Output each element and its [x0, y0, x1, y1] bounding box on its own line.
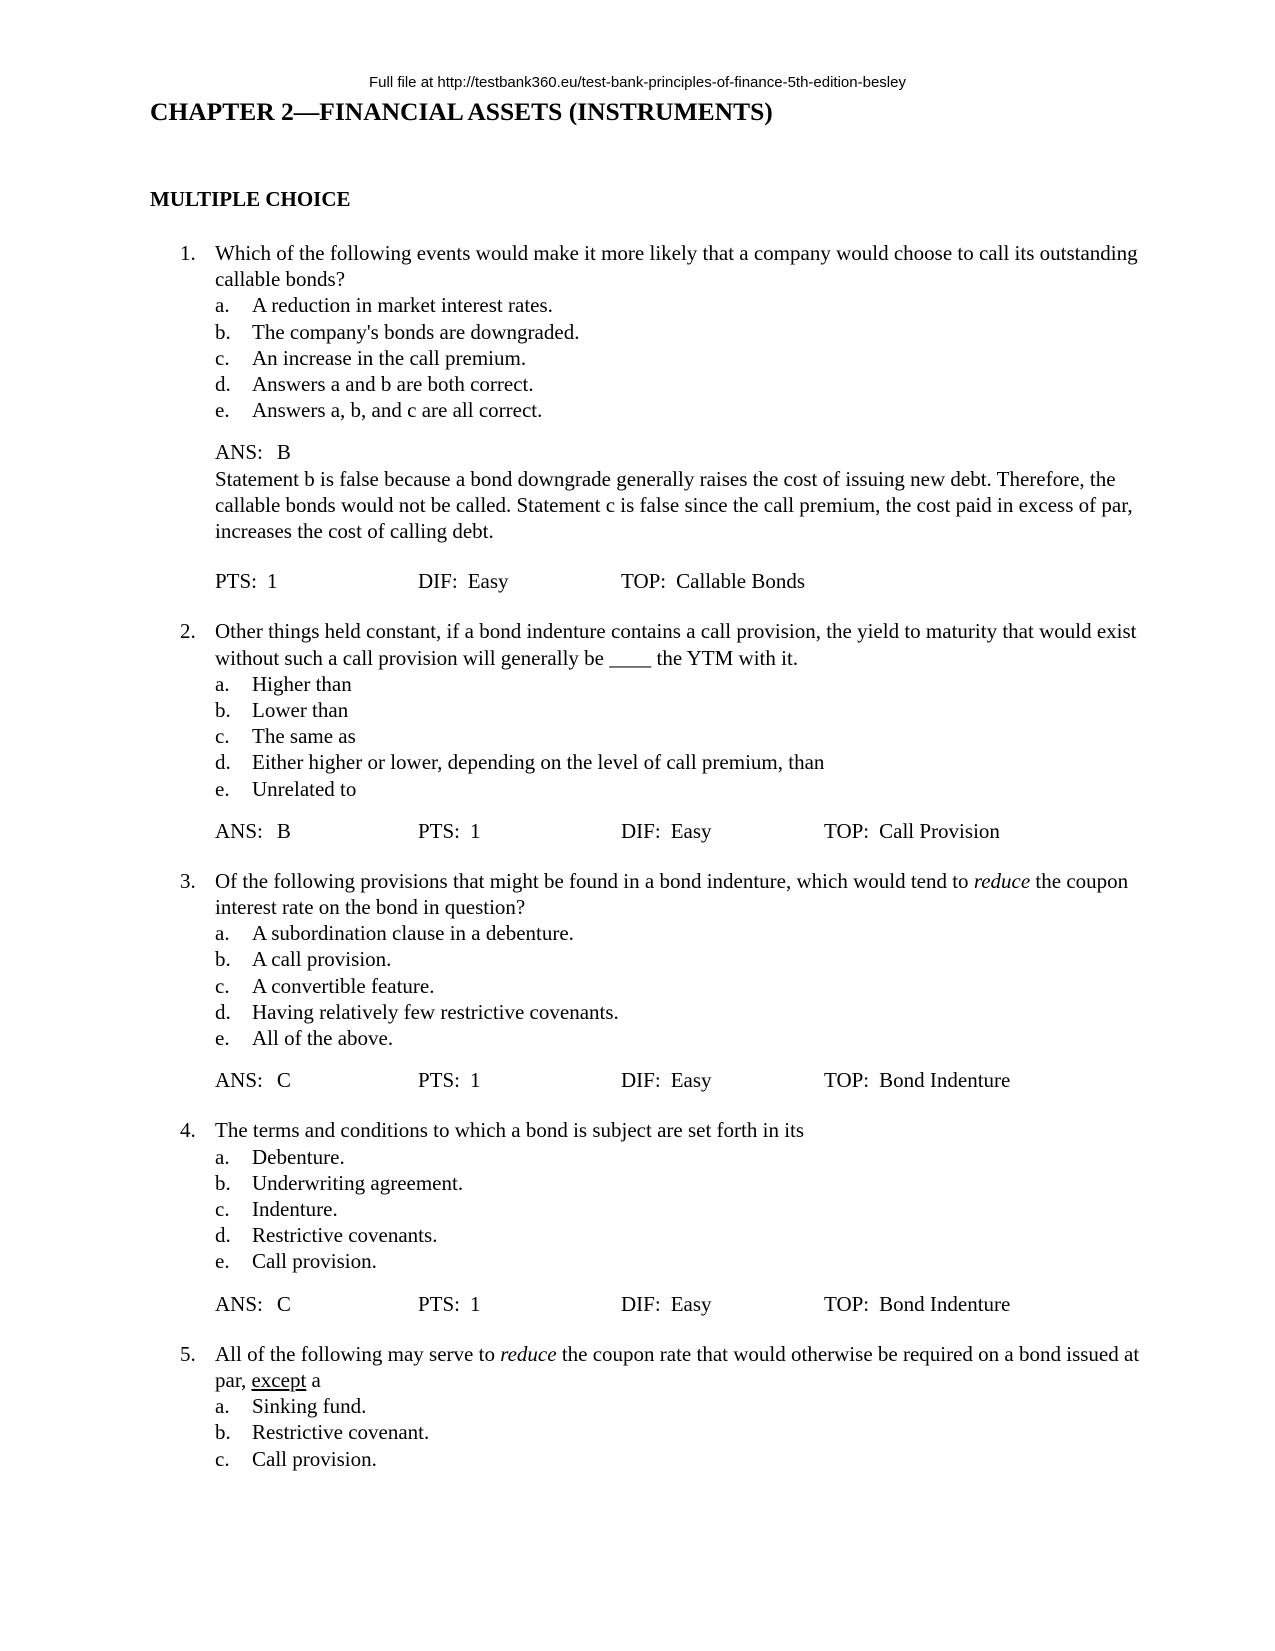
question-number: 5.	[180, 1341, 196, 1366]
option-text: A reduction in market interest rates.	[252, 293, 553, 318]
question-meta	[0, 1067, 1275, 1093]
option-a	[0, 292, 1275, 318]
points-label: PTS:	[418, 1068, 461, 1093]
points-field	[215, 568, 278, 594]
stem-text: the coupon rate that would otherwise be required on a bond issued at par,	[215, 1341, 1140, 1392]
option-text: Indenture.	[252, 1196, 338, 1221]
answer-field	[215, 1067, 291, 1093]
option-text: An increase in the call premium.	[252, 345, 527, 370]
option-letter: b.	[215, 697, 231, 722]
difficulty-field	[621, 818, 712, 844]
topic-field	[824, 1291, 1010, 1317]
option-text: Unrelated to	[252, 776, 357, 801]
answer-options	[0, 1144, 1275, 1275]
stem-text: All of the following may serve to	[215, 1341, 495, 1366]
option-text: Call provision.	[252, 1446, 377, 1471]
option-letter: e.	[215, 1249, 230, 1274]
points-label: PTS:	[215, 569, 258, 594]
points-field	[418, 1291, 481, 1317]
answer-options	[0, 1393, 1275, 1472]
question-3	[0, 868, 1275, 1094]
answer-options	[0, 292, 1275, 423]
question-number: 2.	[180, 619, 196, 644]
question-stem: The terms and conditions to which a bond is subject are set forth in its	[215, 1118, 805, 1143]
topic-label: TOP:	[824, 818, 870, 843]
topic-value: Call Provision	[879, 818, 1000, 843]
topic-value: Callable Bonds	[676, 569, 806, 594]
option-b	[0, 1419, 1275, 1445]
section-heading: MULTIPLE CHOICE	[150, 187, 351, 211]
option-b	[0, 1170, 1275, 1196]
topic-label: TOP:	[824, 1291, 870, 1316]
stem-text: the coupon interest rate on the bond in question?	[215, 868, 1129, 920]
option-b	[0, 319, 1275, 345]
answer-label: ANS:	[215, 440, 263, 465]
option-d	[0, 371, 1275, 397]
option-letter: d.	[215, 750, 231, 775]
option-text: The company's bonds are downgraded.	[252, 319, 580, 344]
option-text: Sinking fund.	[252, 1394, 367, 1419]
option-text: Call provision.	[252, 1249, 377, 1274]
answer-value: B	[276, 440, 291, 465]
option-text: The same as	[252, 724, 356, 749]
points-value: 1	[470, 1068, 481, 1093]
topic-field	[621, 568, 805, 594]
answer-block	[215, 439, 1175, 544]
difficulty-field	[621, 1067, 712, 1093]
option-letter: a.	[215, 671, 230, 696]
option-e	[0, 776, 1275, 802]
option-a	[0, 1393, 1275, 1419]
difficulty-value: Easy	[670, 1291, 712, 1316]
question-4	[0, 1117, 1275, 1316]
option-text: All of the above.	[252, 1026, 394, 1051]
points-value: 1	[470, 1291, 481, 1316]
topic-field	[824, 1067, 1010, 1093]
question-number: 1.	[180, 241, 196, 265]
answer-field	[215, 1291, 291, 1317]
option-text: Having relatively few restrictive covenants.	[252, 999, 619, 1024]
option-letter: b.	[215, 1170, 231, 1195]
option-letter: a.	[215, 293, 230, 318]
difficulty-label: DIF:	[621, 1068, 661, 1093]
option-letter: c.	[215, 1446, 230, 1471]
difficulty-value: Easy	[670, 818, 712, 843]
option-text: Restrictive covenants.	[252, 1223, 438, 1248]
option-d	[0, 1222, 1275, 1248]
option-letter: d.	[215, 371, 231, 396]
option-c	[0, 1446, 1275, 1472]
option-text: A convertible feature.	[252, 973, 435, 998]
question-stem	[215, 1341, 1145, 1393]
option-letter: e.	[215, 398, 230, 423]
option-text: Answers a and b are both correct.	[252, 371, 534, 396]
option-a	[0, 671, 1275, 697]
option-d	[0, 749, 1275, 775]
question-meta	[0, 1291, 1275, 1317]
question-number: 4.	[180, 1118, 196, 1143]
answer-label: ANS:	[215, 818, 263, 843]
answer-value: B	[276, 818, 291, 843]
option-b	[0, 697, 1275, 723]
option-c	[0, 973, 1275, 999]
question-1	[0, 240, 1275, 594]
option-text: Underwriting agreement.	[252, 1170, 464, 1195]
option-letter: c.	[215, 1196, 230, 1221]
option-text: Answers a, b, and c are all correct.	[252, 398, 543, 423]
question-stem: Which of the following events would make it more likely that a company would choose to call its outstanding callable bonds?	[215, 241, 1138, 292]
question-stem	[215, 868, 1145, 920]
difficulty-field	[418, 568, 509, 594]
option-letter: d.	[215, 1223, 231, 1248]
topic-value: Bond Indenture	[879, 1068, 1011, 1093]
option-letter: c.	[215, 973, 230, 998]
option-e	[0, 1025, 1275, 1051]
question-2	[0, 618, 1275, 844]
option-letter: a.	[215, 921, 230, 946]
answer-label: ANS:	[215, 1068, 263, 1093]
option-text: A subordination clause in a debenture.	[252, 921, 574, 946]
option-c	[0, 723, 1275, 749]
option-e	[0, 1248, 1275, 1274]
option-letter: b.	[215, 1420, 231, 1445]
answer-options	[0, 920, 1275, 1051]
option-letter: e.	[215, 1026, 230, 1051]
question-list	[0, 240, 1275, 1472]
answer-explanation: Statement b is false because a bond downgrade generally raises the cost of issuing new debt. Therefore, the callable bonds would not be called. Statement c is false since the call premium, the cost paid in excess of par, increases the cost of calling debt.	[215, 466, 1133, 543]
points-value: 1	[470, 818, 481, 843]
chapter-title: CHAPTER 2—FINANCIAL ASSETS (INSTRUMENTS)	[150, 97, 773, 126]
option-letter: c.	[215, 724, 230, 749]
option-letter: b.	[215, 947, 231, 972]
points-label: PTS:	[418, 1291, 461, 1316]
option-text: Either higher or lower, depending on the level of call premium, than	[252, 750, 825, 775]
answer-label: ANS:	[215, 1291, 263, 1316]
stem-text: Of the following provisions that might be found in a bond indenture, which would tend to	[215, 868, 969, 893]
points-value: 1	[267, 569, 278, 594]
emphasized-word: reduce	[973, 868, 1031, 893]
question-meta	[0, 568, 1275, 594]
points-field	[418, 818, 481, 844]
option-c	[0, 1196, 1275, 1222]
option-text: A call provision.	[252, 947, 392, 972]
option-letter: a.	[215, 1144, 230, 1169]
option-letter: a.	[215, 1394, 230, 1419]
option-text: Lower than	[252, 697, 349, 722]
question-number: 3.	[180, 868, 196, 893]
option-letter: e.	[215, 776, 230, 801]
question-stem: Other things held constant, if a bond indenture contains a call provision, the yield to maturity that would exist without such a call provision will generally be ____ the YTM with it.	[215, 619, 1137, 670]
option-b	[0, 946, 1275, 972]
option-text: Debenture.	[252, 1144, 345, 1169]
topic-label: TOP:	[621, 569, 667, 594]
option-d	[0, 999, 1275, 1025]
difficulty-label: DIF:	[621, 818, 661, 843]
question-5	[0, 1341, 1275, 1472]
option-e	[0, 397, 1275, 423]
stem-text: a	[311, 1367, 321, 1392]
topic-label: TOP:	[824, 1068, 870, 1093]
option-text: Restrictive covenant.	[252, 1420, 430, 1445]
difficulty-field	[621, 1291, 712, 1317]
option-c	[0, 345, 1275, 371]
points-label: PTS:	[418, 818, 461, 843]
answer-value: C	[276, 1068, 291, 1093]
option-a	[0, 1144, 1275, 1170]
source-url-line: Full file at http://testbank360.eu/test-bank-principles-of-finance-5th-edition-besley	[369, 74, 906, 91]
answer-field	[215, 818, 291, 844]
points-field	[418, 1067, 481, 1093]
underlined-word: except	[251, 1367, 307, 1392]
emphasized-word: reduce	[500, 1341, 557, 1366]
option-letter: b.	[215, 319, 231, 344]
answer-value: C	[276, 1291, 291, 1316]
question-meta	[0, 818, 1275, 844]
option-letter: d.	[215, 999, 231, 1024]
difficulty-value: Easy	[467, 569, 509, 594]
difficulty-label: DIF:	[418, 569, 458, 594]
option-a	[0, 920, 1275, 946]
topic-field	[824, 818, 1000, 844]
answer-line	[215, 439, 1175, 465]
topic-value: Bond Indenture	[879, 1291, 1011, 1316]
option-text: Higher than	[252, 671, 352, 696]
answer-options	[0, 671, 1275, 802]
difficulty-value: Easy	[670, 1068, 712, 1093]
difficulty-label: DIF:	[621, 1291, 661, 1316]
option-letter: c.	[215, 345, 230, 370]
